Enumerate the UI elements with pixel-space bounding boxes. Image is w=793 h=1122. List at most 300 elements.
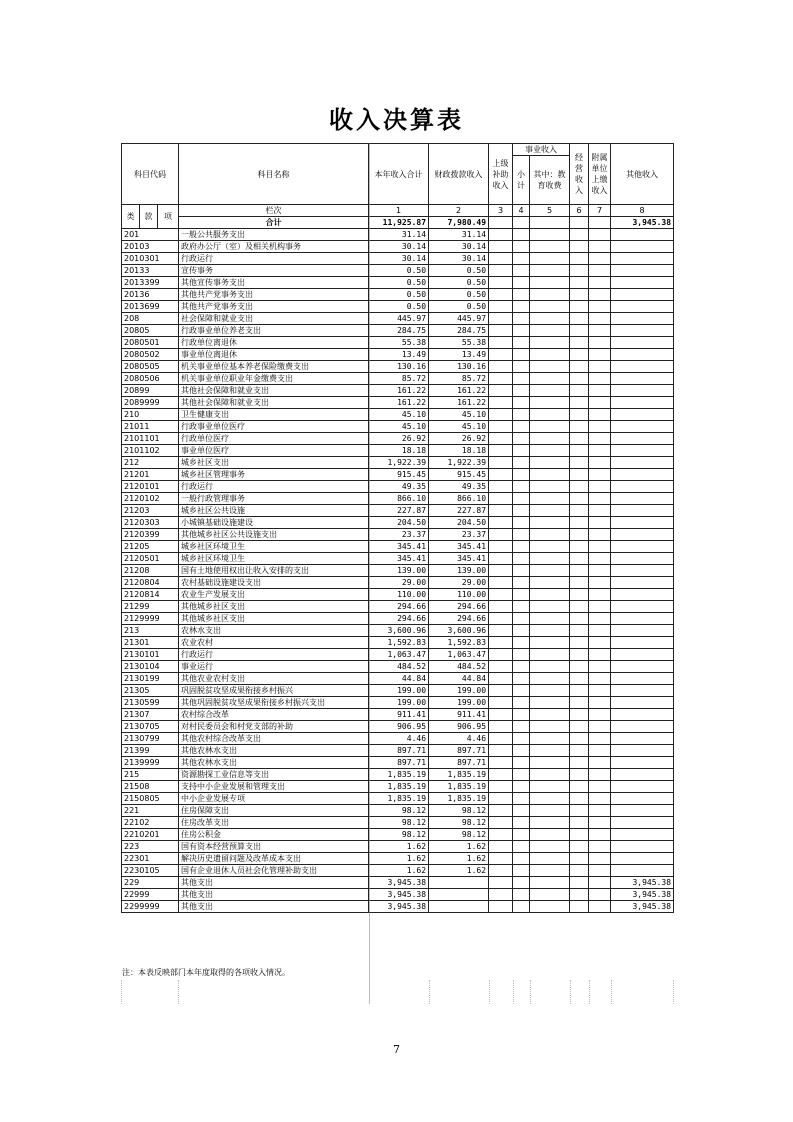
row-total: 1,835.19 [369,781,429,793]
table-row [122,289,674,301]
row-name: 巩固脱贫攻坚成果衔接乡村振兴 [179,685,369,697]
row-code: 2210201 [122,829,179,841]
row-code: 2120814 [122,589,179,601]
row-operating [570,433,589,445]
row-total: 98.12 [369,817,429,829]
row-other [611,805,674,817]
row-business-subtotal [513,289,530,301]
row-code: 2130705 [122,721,179,733]
row-total: 30.14 [369,253,429,265]
row-total: 44.84 [369,673,429,685]
row-upper-subsidy [489,313,513,325]
grid-line [589,980,590,1004]
row-other [611,277,674,289]
table-row [122,889,674,901]
row-total: 55.38 [369,337,429,349]
row-fiscal: 897.71 [429,745,489,757]
row-affiliated [589,697,611,709]
row-operating [570,553,589,565]
row-operating [570,829,589,841]
row-operating [570,565,589,577]
row-other [611,397,674,409]
row-name: 中小企业发展专项 [179,793,369,805]
row-edu-fee [530,877,570,889]
row-business-subtotal [513,697,530,709]
table-row [122,829,674,841]
row-operating [570,805,589,817]
row-operating [570,457,589,469]
row-operating [570,541,589,553]
row-upper-subsidy [489,397,513,409]
col-num-6: 6 [570,205,589,217]
row-name: 农业农村 [179,637,369,649]
header-business-income: 事业收入 [513,144,570,156]
row-name: 事业运行 [179,661,369,673]
row-code: 22102 [122,817,179,829]
row-upper-subsidy [489,541,513,553]
row-upper-subsidy [489,769,513,781]
row-code: 2130599 [122,697,179,709]
row-edu-fee [530,685,570,697]
row-operating [570,361,589,373]
row-upper-subsidy [489,325,513,337]
row-name: 行政单位医疗 [179,433,369,445]
row-code: 201 [122,229,179,241]
row-business-subtotal [513,889,530,901]
row-edu-fee [530,529,570,541]
row-edu-fee [530,721,570,733]
row-affiliated [589,481,611,493]
row-business-subtotal [513,241,530,253]
header-column-label: 栏次 [179,205,369,217]
row-code: 20103 [122,241,179,253]
row-upper-subsidy [489,733,513,745]
row-business-subtotal [513,625,530,637]
row-edu-fee [530,373,570,385]
row-affiliated [589,277,611,289]
row-other [611,757,674,769]
row-name: 住房保障支出 [179,805,369,817]
row-other [611,445,674,457]
row-name: 其他城乡社区支出 [179,601,369,613]
row-affiliated [589,781,611,793]
row-affiliated [589,841,611,853]
row-fiscal: 0.50 [429,301,489,313]
row-affiliated [589,241,611,253]
row-fiscal: 23.37 [429,529,489,541]
row-operating [570,313,589,325]
row-business-subtotal [513,637,530,649]
row-affiliated [589,373,611,385]
row-name: 其他农林水支出 [179,757,369,769]
row-operating [570,853,589,865]
row-fiscal: 45.10 [429,421,489,433]
table-row [122,409,674,421]
row-other [611,337,674,349]
grid-line [178,980,179,1004]
row-business-subtotal [513,517,530,529]
row-name: 其他支出 [179,889,369,901]
row-upper-subsidy [489,505,513,517]
row-code: 21305 [122,685,179,697]
row-affiliated [589,421,611,433]
row-affiliated [589,601,611,613]
row-edu-fee [530,517,570,529]
row-name: 其他共产党事务支出 [179,301,369,313]
row-edu-fee [530,673,570,685]
table-row [122,901,674,913]
row-fiscal: 1.62 [429,841,489,853]
row-business-subtotal [513,865,530,877]
row-fiscal: 0.50 [429,289,489,301]
row-operating [570,889,589,901]
row-upper-subsidy [489,685,513,697]
row-total: 227.87 [369,505,429,517]
row-business-subtotal [513,577,530,589]
row-business-subtotal [513,757,530,769]
row-edu-fee [530,241,570,253]
row-business-subtotal [513,493,530,505]
table-row [122,697,674,709]
row-operating [570,385,589,397]
row-code: 221 [122,805,179,817]
row-other [611,853,674,865]
row-name: 农林水支出 [179,625,369,637]
row-other [611,745,674,757]
row-business-subtotal [513,409,530,421]
row-affiliated [589,793,611,805]
row-name: 事业单位医疗 [179,445,369,457]
table-row [122,277,674,289]
row-affiliated [589,901,611,913]
row-code: 2230105 [122,865,179,877]
row-fiscal [429,889,489,901]
row-fiscal: 98.12 [429,829,489,841]
table-row [122,781,674,793]
row-code: 2130101 [122,649,179,661]
grid-line [570,980,571,1004]
row-name: 政府办公厅（室）及相关机构事务 [179,241,369,253]
row-fiscal: 13.49 [429,349,489,361]
row-total: 0.50 [369,301,429,313]
col-num-4: 4 [513,205,530,217]
row-business-subtotal [513,589,530,601]
row-name: 国有资本经营预算支出 [179,841,369,853]
row-business-subtotal [513,805,530,817]
table-row [122,685,674,697]
row-fiscal: 1,922.39 [429,457,489,469]
row-upper-subsidy [489,301,513,313]
row-other [611,649,674,661]
row-fiscal: 1,063.47 [429,649,489,661]
row-affiliated [589,265,611,277]
row-affiliated [589,865,611,877]
row-fiscal: 49.35 [429,481,489,493]
row-code: 20136 [122,289,179,301]
row-edu-fee [530,361,570,373]
row-business-subtotal [513,649,530,661]
row-business-subtotal [513,793,530,805]
header-cat: 类 [122,205,140,229]
table-row [122,361,674,373]
row-edu-fee [530,337,570,349]
row-operating [570,577,589,589]
row-affiliated [589,625,611,637]
row-total: 1,922.39 [369,457,429,469]
row-other [611,697,674,709]
row-affiliated [589,817,611,829]
header-affiliated-income: 附属单位上缴收入 [589,144,611,205]
row-upper-subsidy [489,469,513,481]
table-row [122,853,674,865]
row-edu-fee [530,697,570,709]
row-operating [570,877,589,889]
table-row [122,433,674,445]
row-other [611,613,674,625]
row-business-subtotal [513,361,530,373]
row-upper-subsidy [489,229,513,241]
row-code: 2080502 [122,349,179,361]
row-business-subtotal [513,853,530,865]
row-fiscal: 45.10 [429,409,489,421]
row-business-subtotal [513,481,530,493]
row-upper-subsidy [489,781,513,793]
table-row [122,793,674,805]
row-affiliated [589,325,611,337]
row-operating [570,301,589,313]
row-upper-subsidy [489,661,513,673]
table-row [122,565,674,577]
header-total-income: 本年收入合计 [369,144,429,205]
row-total: 110.00 [369,589,429,601]
row-code: 21203 [122,505,179,517]
row-upper-subsidy [489,853,513,865]
row-fiscal: 484.52 [429,661,489,673]
row-edu-fee [530,505,570,517]
row-operating [570,817,589,829]
row-edu-fee [530,745,570,757]
row-total: 0.50 [369,289,429,301]
row-affiliated [589,505,611,517]
row-upper-subsidy [489,805,513,817]
table-row [122,469,674,481]
row-affiliated [589,649,611,661]
row-name: 城乡社区环境卫生 [179,553,369,565]
row-affiliated [589,565,611,577]
row-affiliated [589,745,611,757]
row-edu-fee [530,853,570,865]
table-row [122,241,674,253]
row-edu-fee [530,865,570,877]
row-operating [570,289,589,301]
row-code: 2013699 [122,301,179,313]
row-fiscal: 294.66 [429,613,489,625]
row-affiliated [589,541,611,553]
row-other [611,637,674,649]
header-subject-code: 科目代码 [122,144,179,205]
row-operating [570,493,589,505]
row-code: 2150805 [122,793,179,805]
row-fiscal: 1,835.19 [429,781,489,793]
row-code: 223 [122,841,179,853]
total-fiscal-value: 7,980.49 [429,217,489,229]
row-business-subtotal [513,385,530,397]
row-code: 2130199 [122,673,179,685]
row-affiliated [589,589,611,601]
row-other [611,709,674,721]
row-total: 897.71 [369,745,429,757]
row-code: 20133 [122,265,179,277]
table-row [122,589,674,601]
row-code: 22301 [122,853,179,865]
row-other [611,421,674,433]
row-upper-subsidy [489,637,513,649]
table-row [122,637,674,649]
table-row [122,541,674,553]
row-code: 229 [122,877,179,889]
row-edu-fee [530,577,570,589]
row-affiliated [589,613,611,625]
row-name: 国有土地使用权出让收入安排的支出 [179,565,369,577]
row-fiscal: 906.95 [429,721,489,733]
row-business-subtotal [513,229,530,241]
table-row [122,325,674,337]
row-name: 一般行政管理事务 [179,493,369,505]
table-row [122,493,674,505]
row-other [611,385,674,397]
row-code: 2120804 [122,577,179,589]
row-operating [570,613,589,625]
row-affiliated [589,673,611,685]
row-other [611,865,674,877]
row-name: 农业生产发展支出 [179,589,369,601]
row-total: 199.00 [369,697,429,709]
row-affiliated [589,229,611,241]
row-operating [570,517,589,529]
row-name: 国有企业退休人员社会化管理补助支出 [179,865,369,877]
row-edu-fee [530,541,570,553]
row-upper-subsidy [489,457,513,469]
row-business-subtotal [513,553,530,565]
row-other [611,769,674,781]
row-upper-subsidy [489,253,513,265]
row-upper-subsidy [489,601,513,613]
row-upper-subsidy [489,901,513,913]
row-edu-fee [530,313,570,325]
row-business-subtotal [513,613,530,625]
row-upper-subsidy [489,445,513,457]
row-total: 1,835.19 [369,793,429,805]
row-total: 3,945.38 [369,901,429,913]
table-row [122,745,674,757]
row-code: 21307 [122,709,179,721]
row-upper-subsidy [489,709,513,721]
row-total: 1.62 [369,841,429,853]
row-fiscal: 915.45 [429,469,489,481]
row-fiscal: 130.16 [429,361,489,373]
row-total: 130.16 [369,361,429,373]
row-operating [570,589,589,601]
row-upper-subsidy [489,865,513,877]
row-business-subtotal [513,829,530,841]
header-item: 款 [140,205,158,229]
row-business-subtotal [513,313,530,325]
row-operating [570,769,589,781]
table-row [122,421,674,433]
row-operating [570,337,589,349]
row-edu-fee [530,397,570,409]
row-total: 31.14 [369,229,429,241]
page-number: 7 [393,1043,400,1056]
row-operating [570,841,589,853]
row-upper-subsidy [489,241,513,253]
row-affiliated [589,385,611,397]
row-affiliated [589,877,611,889]
row-fiscal: 199.00 [429,697,489,709]
row-upper-subsidy [489,625,513,637]
row-name: 资源勘探工业信息等支出 [179,769,369,781]
row-upper-subsidy [489,829,513,841]
row-total: 1,063.47 [369,649,429,661]
row-upper-subsidy [489,517,513,529]
row-fiscal: 31.14 [429,229,489,241]
row-name: 城乡社区管理事务 [179,469,369,481]
row-upper-subsidy [489,337,513,349]
row-fiscal: 294.66 [429,601,489,613]
row-code: 21201 [122,469,179,481]
row-upper-subsidy [489,349,513,361]
row-affiliated [589,805,611,817]
row-code: 21399 [122,745,179,757]
row-business-subtotal [513,541,530,553]
row-other [611,661,674,673]
row-other [611,241,674,253]
row-code: 2139999 [122,757,179,769]
row-name: 小城镇基础设施建设 [179,517,369,529]
row-edu-fee [530,901,570,913]
table-note: 注：本表反映部门本年度取得的各项收入情况。 [122,968,290,977]
row-total: 161.22 [369,385,429,397]
row-edu-fee [530,325,570,337]
row-edu-fee [530,625,570,637]
row-operating [570,529,589,541]
row-name: 宣传事务 [179,265,369,277]
header-subtotal: 小计 [513,156,530,205]
row-name: 其他支出 [179,901,369,913]
row-total: 45.10 [369,421,429,433]
row-total: 445.97 [369,313,429,325]
row-total: 18.18 [369,445,429,457]
row-fiscal: 139.00 [429,565,489,577]
row-operating [570,673,589,685]
row-other [611,829,674,841]
row-total: 345.41 [369,553,429,565]
row-edu-fee [530,493,570,505]
row-name: 行政事业单位医疗 [179,421,369,433]
row-business-subtotal [513,901,530,913]
grid-line [513,980,514,1004]
row-operating [570,265,589,277]
row-upper-subsidy [489,277,513,289]
table-row [122,337,674,349]
row-other [611,313,674,325]
row-business-subtotal [513,349,530,361]
row-other [611,349,674,361]
col-num-7: 7 [589,205,611,217]
total-label: 合计 [179,217,369,229]
row-code: 210 [122,409,179,421]
row-affiliated [589,733,611,745]
